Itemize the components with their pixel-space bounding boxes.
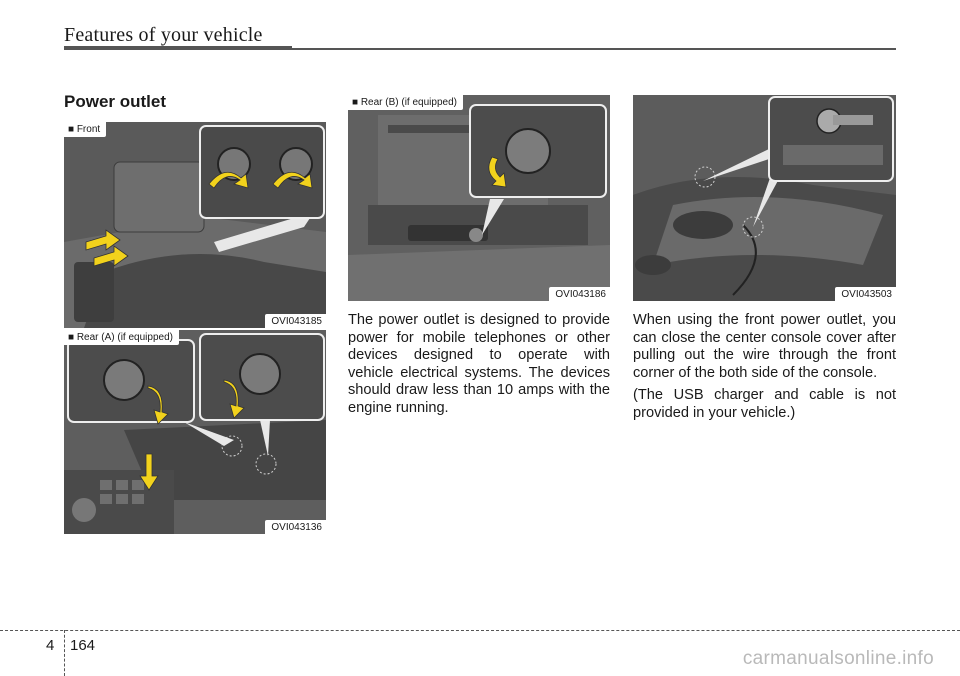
header-title: Features of your vehicle <box>64 24 263 46</box>
figure-rear-a <box>64 330 326 534</box>
rear-b-outlet-illustration <box>348 95 610 301</box>
figure-rear-b-label: ■ Rear (B) (if equipped) <box>348 95 463 110</box>
rear-a-outlet-illustration <box>64 330 326 534</box>
footer-rule <box>0 630 960 631</box>
usb-charger-note: (The USB charger and cable is not provided in your vehicle.) <box>633 387 896 421</box>
figure-rear-b <box>348 95 610 301</box>
figure-rear-a-label: ■ Rear (A) (if equipped) <box>64 330 179 345</box>
figure-rear-b-code: OVI043186 <box>549 287 610 301</box>
console-wire-illustration <box>633 95 896 301</box>
figure-console <box>633 95 896 301</box>
header-rule-thin <box>292 48 896 50</box>
front-outlet-illustration <box>64 122 326 328</box>
footer-divider <box>64 630 65 676</box>
header-rule-thick <box>64 46 292 50</box>
page-number: 164 <box>70 637 96 654</box>
body-text-column-2 <box>348 312 610 423</box>
watermark: carmanualsonline.info <box>742 648 934 669</box>
front-outlet-wire-note: When using the front power outlet, you can close the center console cover after pulling out the wire through the front corner of the both side of the console. <box>633 312 896 381</box>
figure-front <box>64 122 326 328</box>
figure-front-code: OVI043185 <box>265 314 326 328</box>
chapter-number: 4 <box>46 637 55 654</box>
figure-rear-a-code: OVI043136 <box>265 520 326 534</box>
power-outlet-description: The power outlet is designed to provide power for mobile telephones or other devices designed to operate with vehicle electrical systems. The devices should draw less than 10 amps with the engine running. <box>348 312 610 416</box>
figure-front-label: ■ Front <box>64 122 106 137</box>
body-text-column-3 <box>633 312 896 428</box>
figure-console-code: OVI043503 <box>835 287 896 301</box>
section-title: Power outlet <box>64 92 167 111</box>
